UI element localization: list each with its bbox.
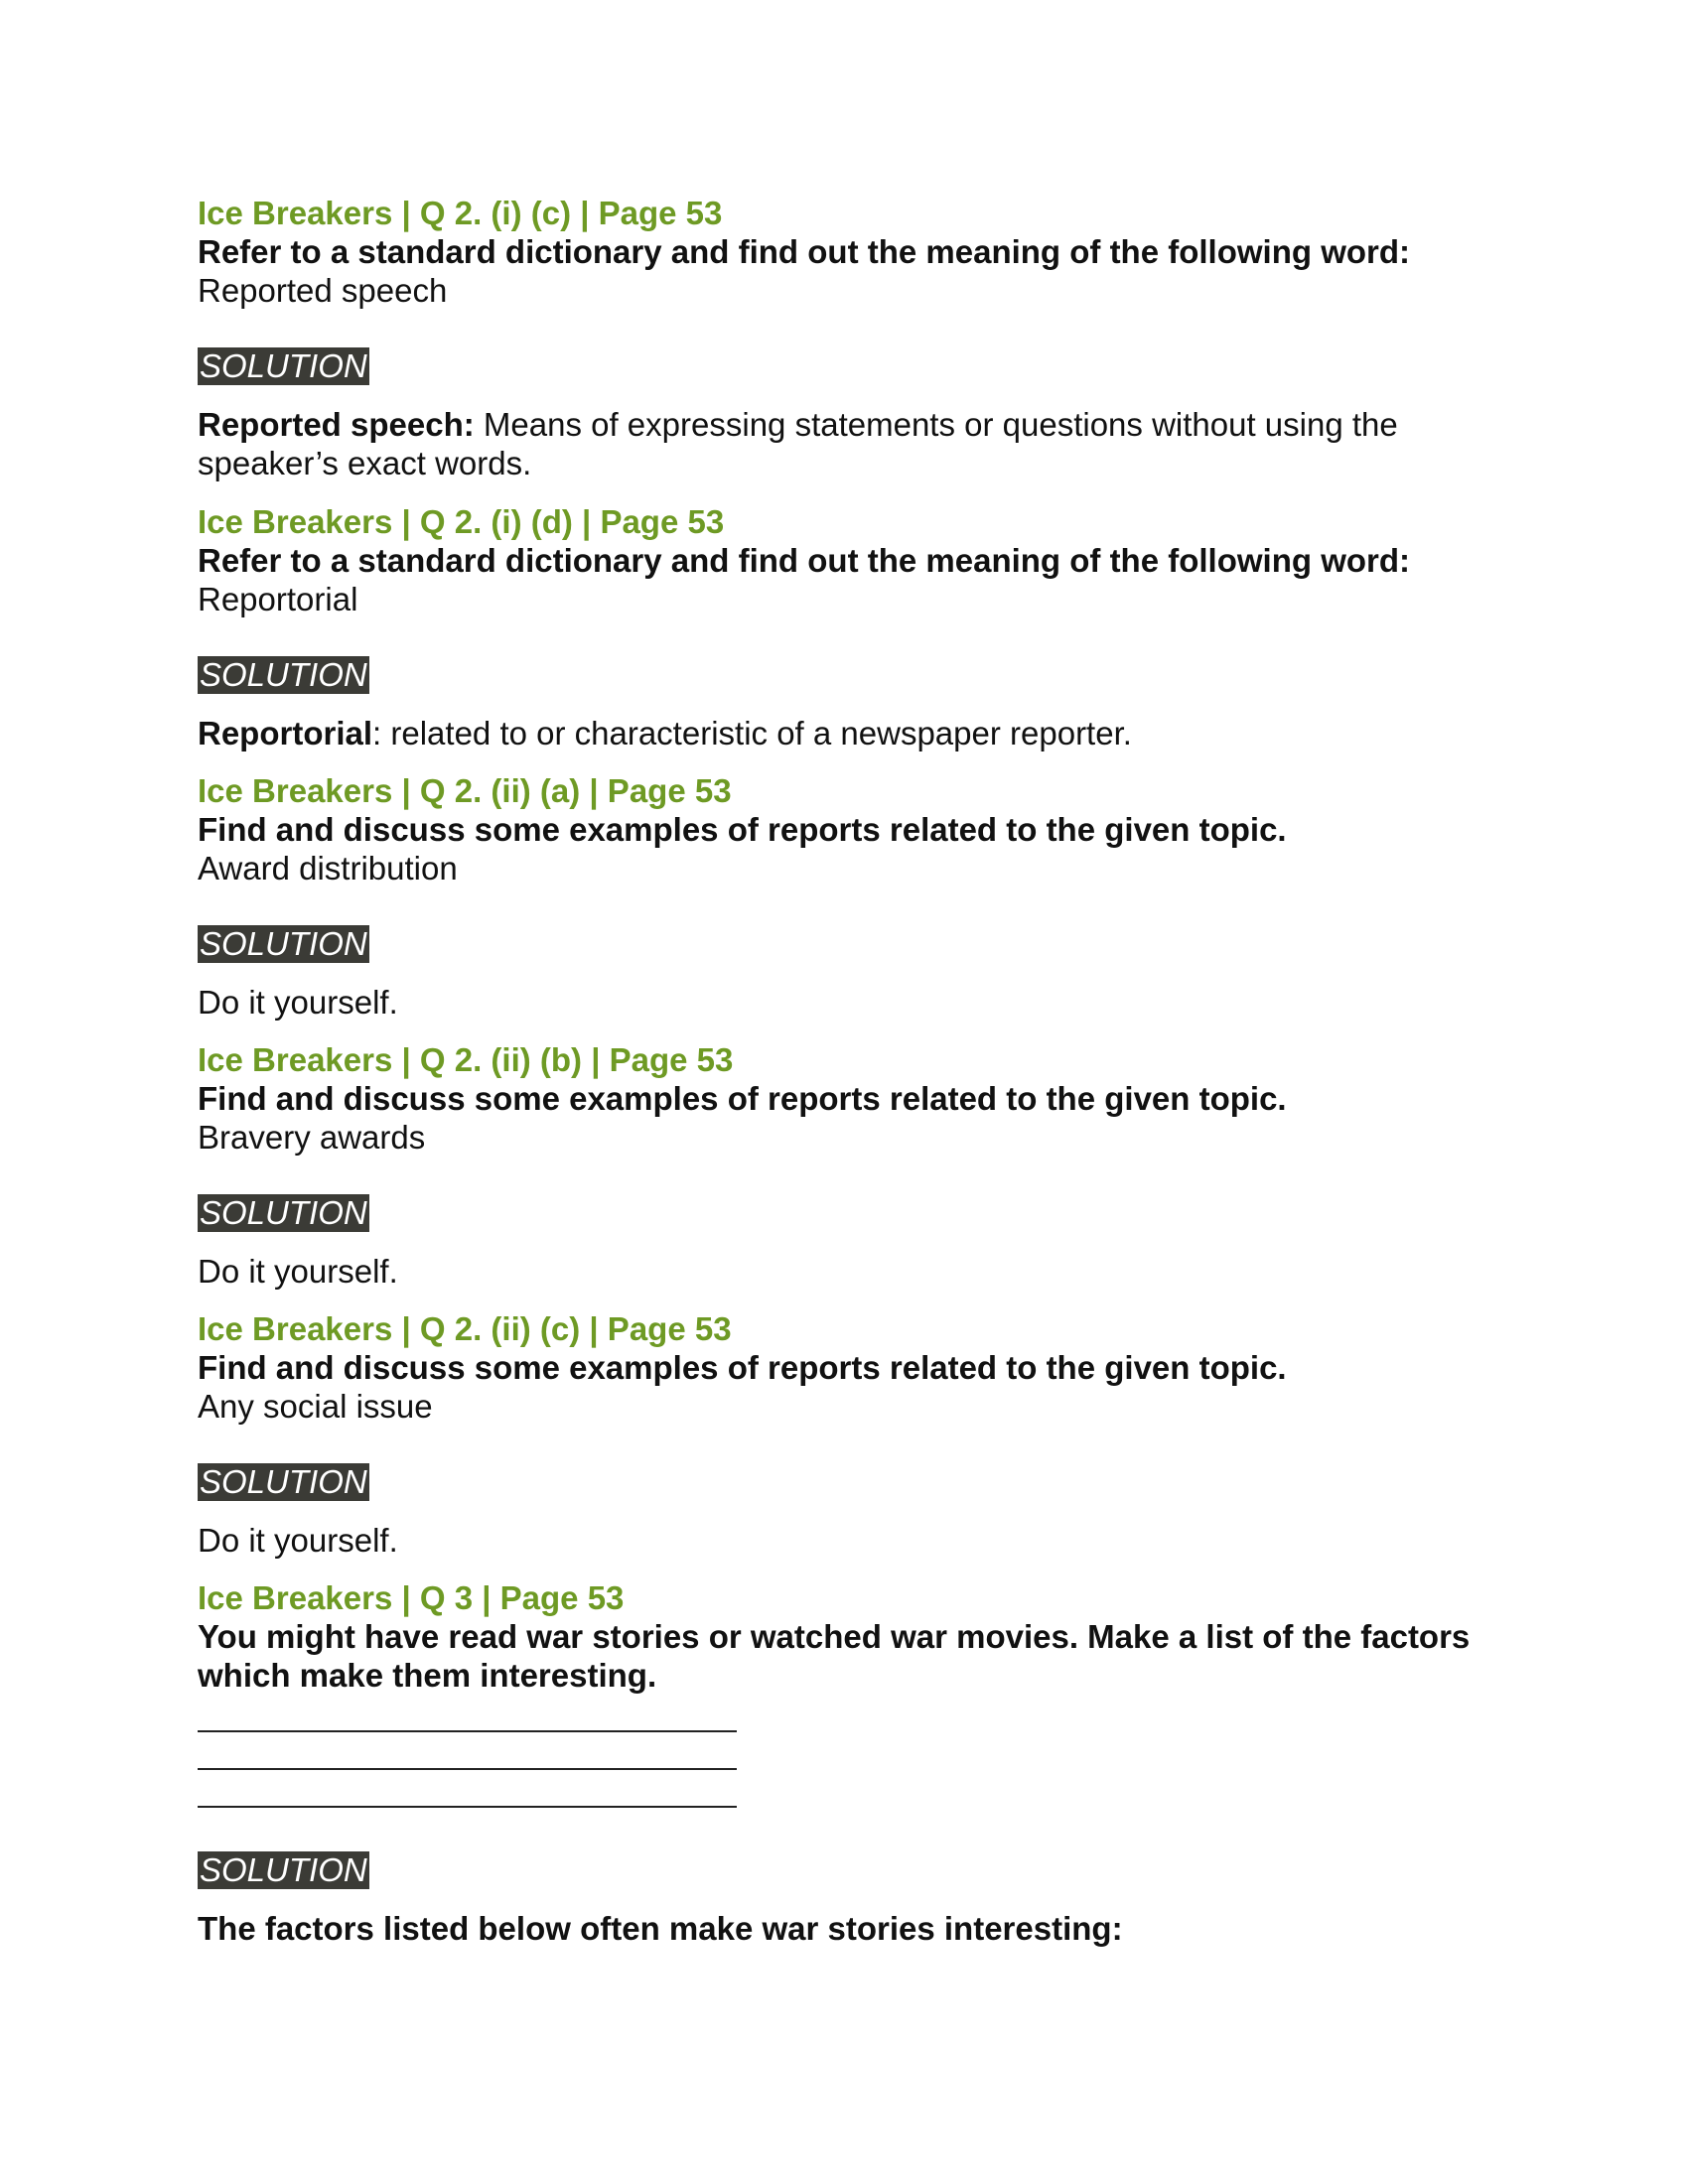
question-heading: Ice Breakers | Q 3 | Page 53 <box>198 1579 625 1616</box>
question-topic: Award distribution <box>198 850 458 887</box>
question-heading: Ice Breakers | Q 2. (ii) (b) | Page 53 <box>198 1041 734 1078</box>
answer-text: Do it yourself. <box>198 1253 398 1290</box>
question-heading: Ice Breakers | Q 2. (i) (d) | Page 53 <box>198 503 725 540</box>
question-text: Refer to a standard dictionary and find out the meaning of the following word: <box>198 542 1411 579</box>
document-page <box>198 195 1518 1948</box>
answer-intro: The factors listed below often make war stories interesting: <box>198 1910 1123 1947</box>
answer-text <box>198 1909 1518 1948</box>
question-heading: Ice Breakers | Q 2. (ii) (c) | Page 53 <box>198 1310 732 1347</box>
solution-badge: SOLUTION <box>200 1463 367 1500</box>
question-topic: Bravery awards <box>198 1119 426 1156</box>
answer-text: Do it yourself. <box>198 1522 398 1559</box>
question-topic: Reported speech <box>198 272 448 309</box>
answer-text <box>198 714 1518 752</box>
question-topic: Any social issue <box>198 1388 433 1425</box>
solution-badge: SOLUTION <box>200 925 367 962</box>
question-heading: Ice Breakers | Q 2. (i) (c) | Page 53 <box>198 195 723 231</box>
question-block <box>198 1041 1518 1291</box>
answer-definition: : related to or characteristic of a newspaper reporter. <box>372 715 1132 751</box>
question-heading: Ice Breakers | Q 2. (ii) (a) | Page 53 <box>198 772 732 809</box>
answer-term: Reported speech: <box>198 406 475 443</box>
solution-badge: SOLUTION <box>200 347 367 384</box>
question-text: Find and discuss some examples of reports related to the given topic. <box>198 1349 1287 1386</box>
question-topic: Reportorial <box>198 581 358 617</box>
solution-badge: SOLUTION <box>200 1851 367 1888</box>
question-block <box>198 503 1518 752</box>
answer-text <box>198 405 1518 482</box>
question-block <box>198 772 1518 1022</box>
answer-term: Reportorial <box>198 715 373 751</box>
answer-text: Do it yourself. <box>198 984 398 1021</box>
question-block <box>198 195 1518 482</box>
question-text: You might have read war stories or watched war movies. Make a list of the factors which make them interesting. <box>198 1618 1471 1694</box>
question-block <box>198 1579 1518 1948</box>
question-text: Refer to a standard dictionary and find out the meaning of the following word: <box>198 233 1411 270</box>
question-text: Find and discuss some examples of reports related to the given topic. <box>198 1080 1287 1117</box>
question-text: Find and discuss some examples of reports related to the given topic. <box>198 811 1287 848</box>
solution-badge: SOLUTION <box>200 656 367 693</box>
answer-definition: Means of expressing statements or questions without using the speaker’s exact words. <box>198 406 1398 481</box>
question-block <box>198 1310 1518 1560</box>
solution-badge: SOLUTION <box>200 1194 367 1231</box>
